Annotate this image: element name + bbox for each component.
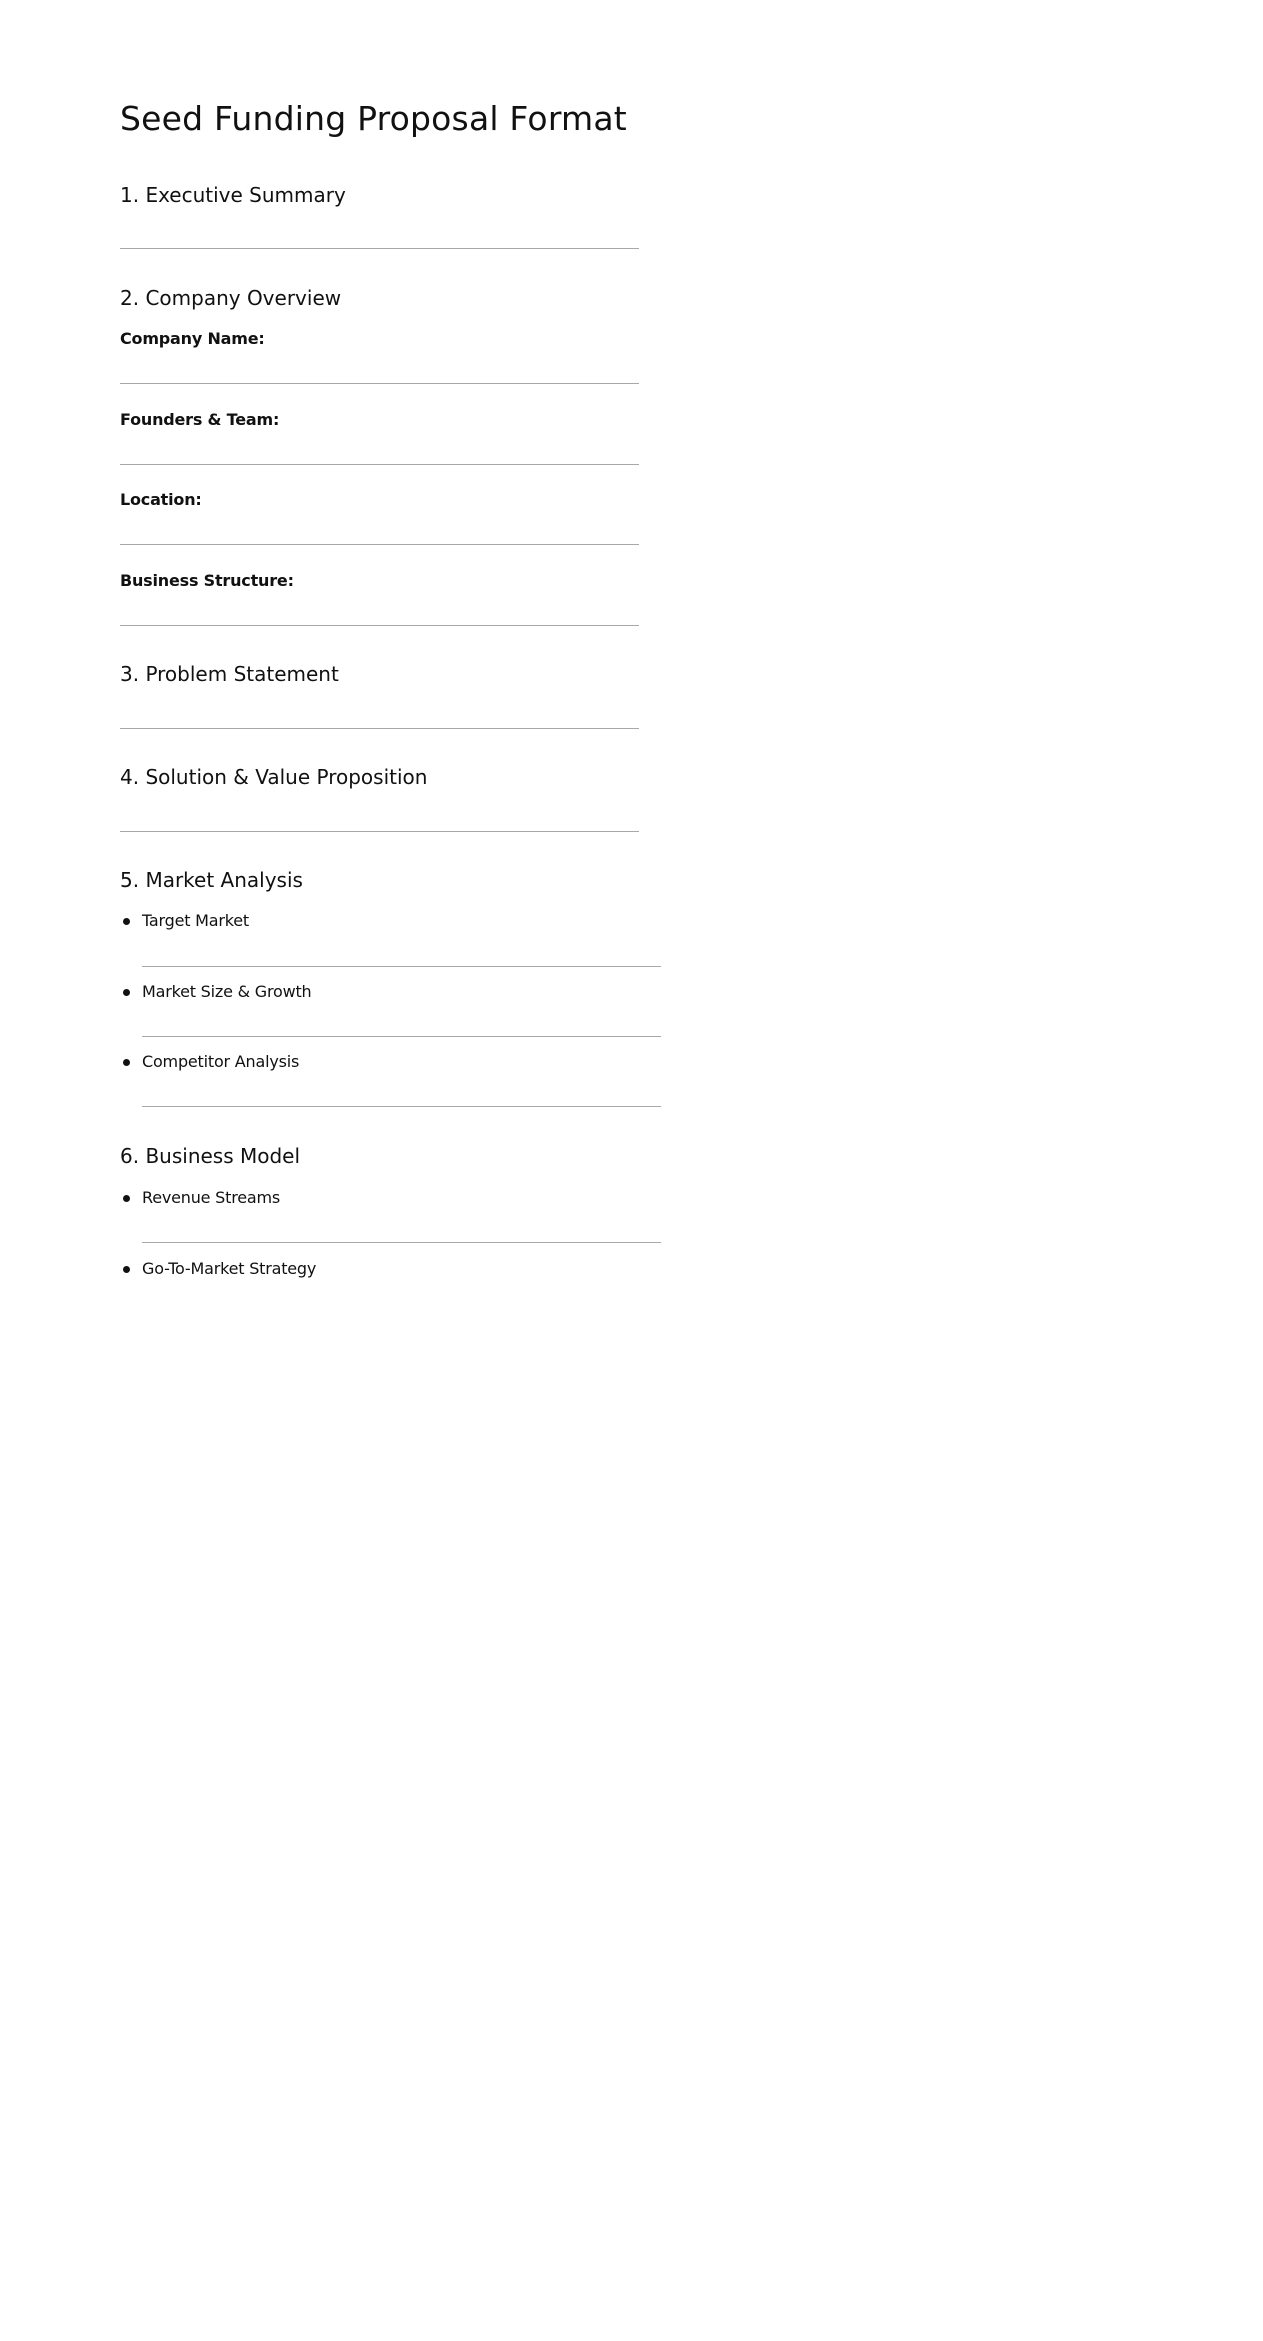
section-heading-business-model: 6. Business Model <box>120 1144 301 1168</box>
location-label: Location: <box>120 490 202 509</box>
executive-summary-line[interactable] <box>120 248 639 249</box>
founders-team-label: Founders & Team: <box>120 410 280 429</box>
competitor-analysis-line[interactable] <box>142 1106 661 1107</box>
bullet-icon <box>123 918 130 925</box>
section-heading-executive-summary: 1. Executive Summary <box>120 183 346 207</box>
section-heading-problem-statement: 3. Problem Statement <box>120 662 339 686</box>
bullet-icon <box>123 1059 130 1066</box>
bullet-icon <box>123 1266 130 1273</box>
go-to-market-strategy-label: Go-To-Market Strategy <box>142 1259 317 1278</box>
founders-team-line[interactable] <box>120 464 639 465</box>
business-structure-label: Business Structure: <box>120 571 294 590</box>
company-name-line[interactable] <box>120 383 639 384</box>
competitor-analysis-label: Competitor Analysis <box>142 1052 300 1071</box>
problem-statement-line[interactable] <box>120 728 639 729</box>
bullet-icon <box>123 989 130 996</box>
revenue-streams-line[interactable] <box>142 1242 661 1243</box>
target-market-label: Target Market <box>142 911 249 930</box>
solution-line[interactable] <box>120 831 639 832</box>
section-heading-company-overview: 2. Company Overview <box>120 286 342 310</box>
target-market-line[interactable] <box>142 966 661 967</box>
section-heading-market-analysis: 5. Market Analysis <box>120 868 303 892</box>
document-title: Seed Funding Proposal Format <box>120 99 627 138</box>
market-size-growth-line[interactable] <box>142 1036 661 1037</box>
revenue-streams-label: Revenue Streams <box>142 1188 280 1207</box>
bullet-icon <box>123 1195 130 1202</box>
section-heading-solution: 4. Solution & Value Proposition <box>120 765 428 789</box>
location-line[interactable] <box>120 544 639 545</box>
market-size-growth-label: Market Size & Growth <box>142 982 312 1001</box>
company-name-label: Company Name: <box>120 329 265 348</box>
business-structure-line[interactable] <box>120 625 639 626</box>
